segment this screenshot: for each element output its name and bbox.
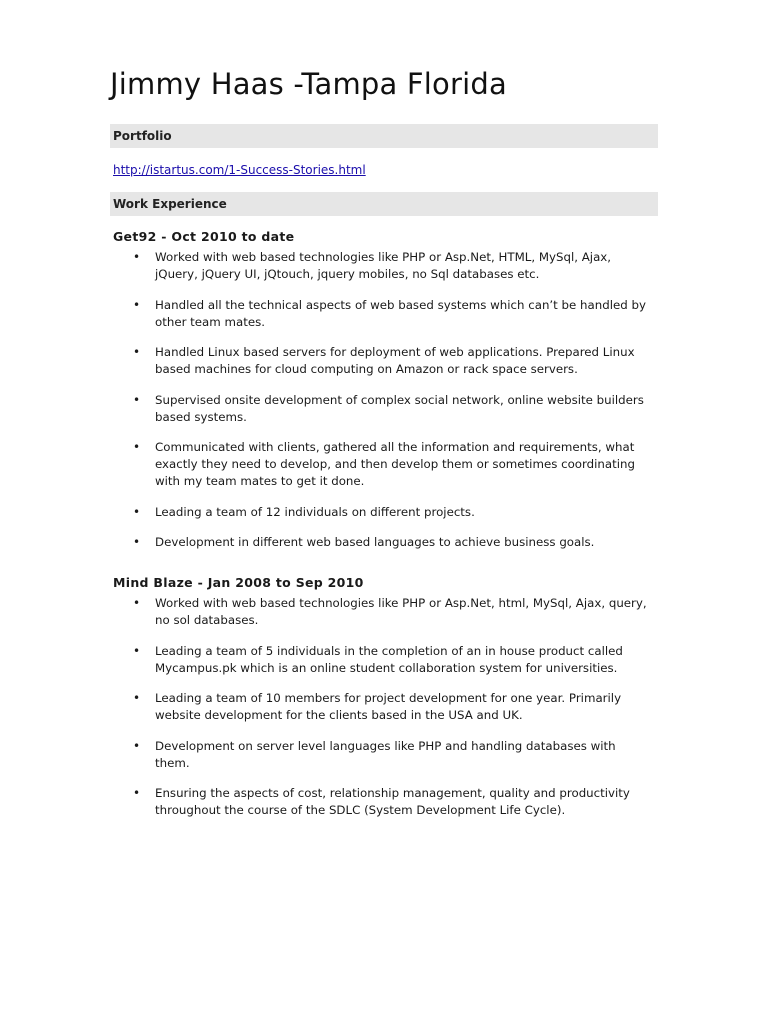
- list-item: [110, 249, 658, 283]
- job-bullets-mind-blaze: [110, 595, 658, 819]
- bullet-icon: •: [133, 786, 141, 800]
- job-bullets-get92: [110, 249, 658, 551]
- portfolio-section-heading: Portfolio: [110, 124, 658, 148]
- bullet-text: Supervised onsite development of complex social network, online website builders based systems.: [155, 392, 644, 424]
- bullet-text: Communicated with clients, gathered all the information and requirements, what exactly they need to develop, and then develop them or sometimes coordinating with my team mates to get it done.: [155, 440, 635, 488]
- bullet-text: Development on server level languages like PHP and handling databases with them.: [155, 738, 616, 770]
- job-title-get92: Get92 - Oct 2010 to date: [113, 229, 295, 244]
- bullet-text: Leading a team of 10 members for project development for one year. Primarily website development for the clients based in the USA and UK.: [155, 691, 622, 722]
- list-item: [110, 439, 658, 490]
- portfolio-link[interactable]: http://istartus.com/1-Success-Stories.html: [113, 163, 366, 177]
- list-item: [110, 297, 658, 331]
- bullet-icon: •: [133, 596, 141, 610]
- resume-name-heading: Jimmy Haas -Tampa Florida: [110, 67, 507, 101]
- bullet-icon: •: [133, 504, 141, 519]
- list-item: [110, 690, 658, 724]
- bullet-icon: •: [133, 643, 141, 658]
- resume-page: [110, 64, 658, 833]
- bullet-icon: •: [133, 440, 141, 454]
- bullet-icon: •: [133, 250, 141, 264]
- bullet-text: Handled Linux based servers for deployment of web applications. Prepared Linux based machines for cloud computing on Amazon or rack space servers.: [155, 345, 635, 376]
- list-item: [110, 534, 658, 551]
- work-experience-section-heading: Work Experience: [110, 192, 658, 216]
- bullet-icon: •: [133, 738, 141, 753]
- bullet-text: Handled all the technical aspects of web based systems which can’t be handled by other team mates.: [155, 297, 646, 329]
- bullet-icon: •: [133, 535, 141, 549]
- bullet-text: Development in different web based languages to achieve business goals.: [155, 535, 595, 549]
- bullet-text: Worked with web based technologies like PHP or Asp.Net, HTML, MySql, Ajax, jQuery, jQuery UI, jQtouch, jquery mobiles, no Sql databases etc.: [155, 250, 612, 281]
- bullet-text: Ensuring the aspects of cost, relationship management, quality and productivity throughout the course of the SDLC (System Development Life Cycle).: [155, 786, 630, 817]
- bullet-icon: •: [133, 691, 141, 705]
- list-item: [110, 392, 658, 426]
- bullet-text: Leading a team of 5 individuals in the completion of an in house product called Mycampus.pk which is an online student collaboration system for universities.: [155, 643, 623, 675]
- list-item: [110, 504, 658, 521]
- bullet-icon: •: [133, 392, 141, 407]
- bullet-icon: •: [133, 297, 141, 312]
- list-item: [110, 344, 658, 378]
- list-item: [110, 643, 658, 677]
- bullet-text: Leading a team of 12 individuals on different projects.: [155, 504, 475, 519]
- list-item: [110, 595, 658, 629]
- list-item: [110, 738, 658, 772]
- bullet-icon: •: [133, 345, 141, 359]
- list-item: [110, 785, 658, 819]
- job-title-mind-blaze: Mind Blaze - Jan 2008 to Sep 2010: [113, 575, 364, 590]
- bullet-text: Worked with web based technologies like PHP or Asp.Net, html, MySql, Ajax, query, no sol databases.: [155, 596, 647, 627]
